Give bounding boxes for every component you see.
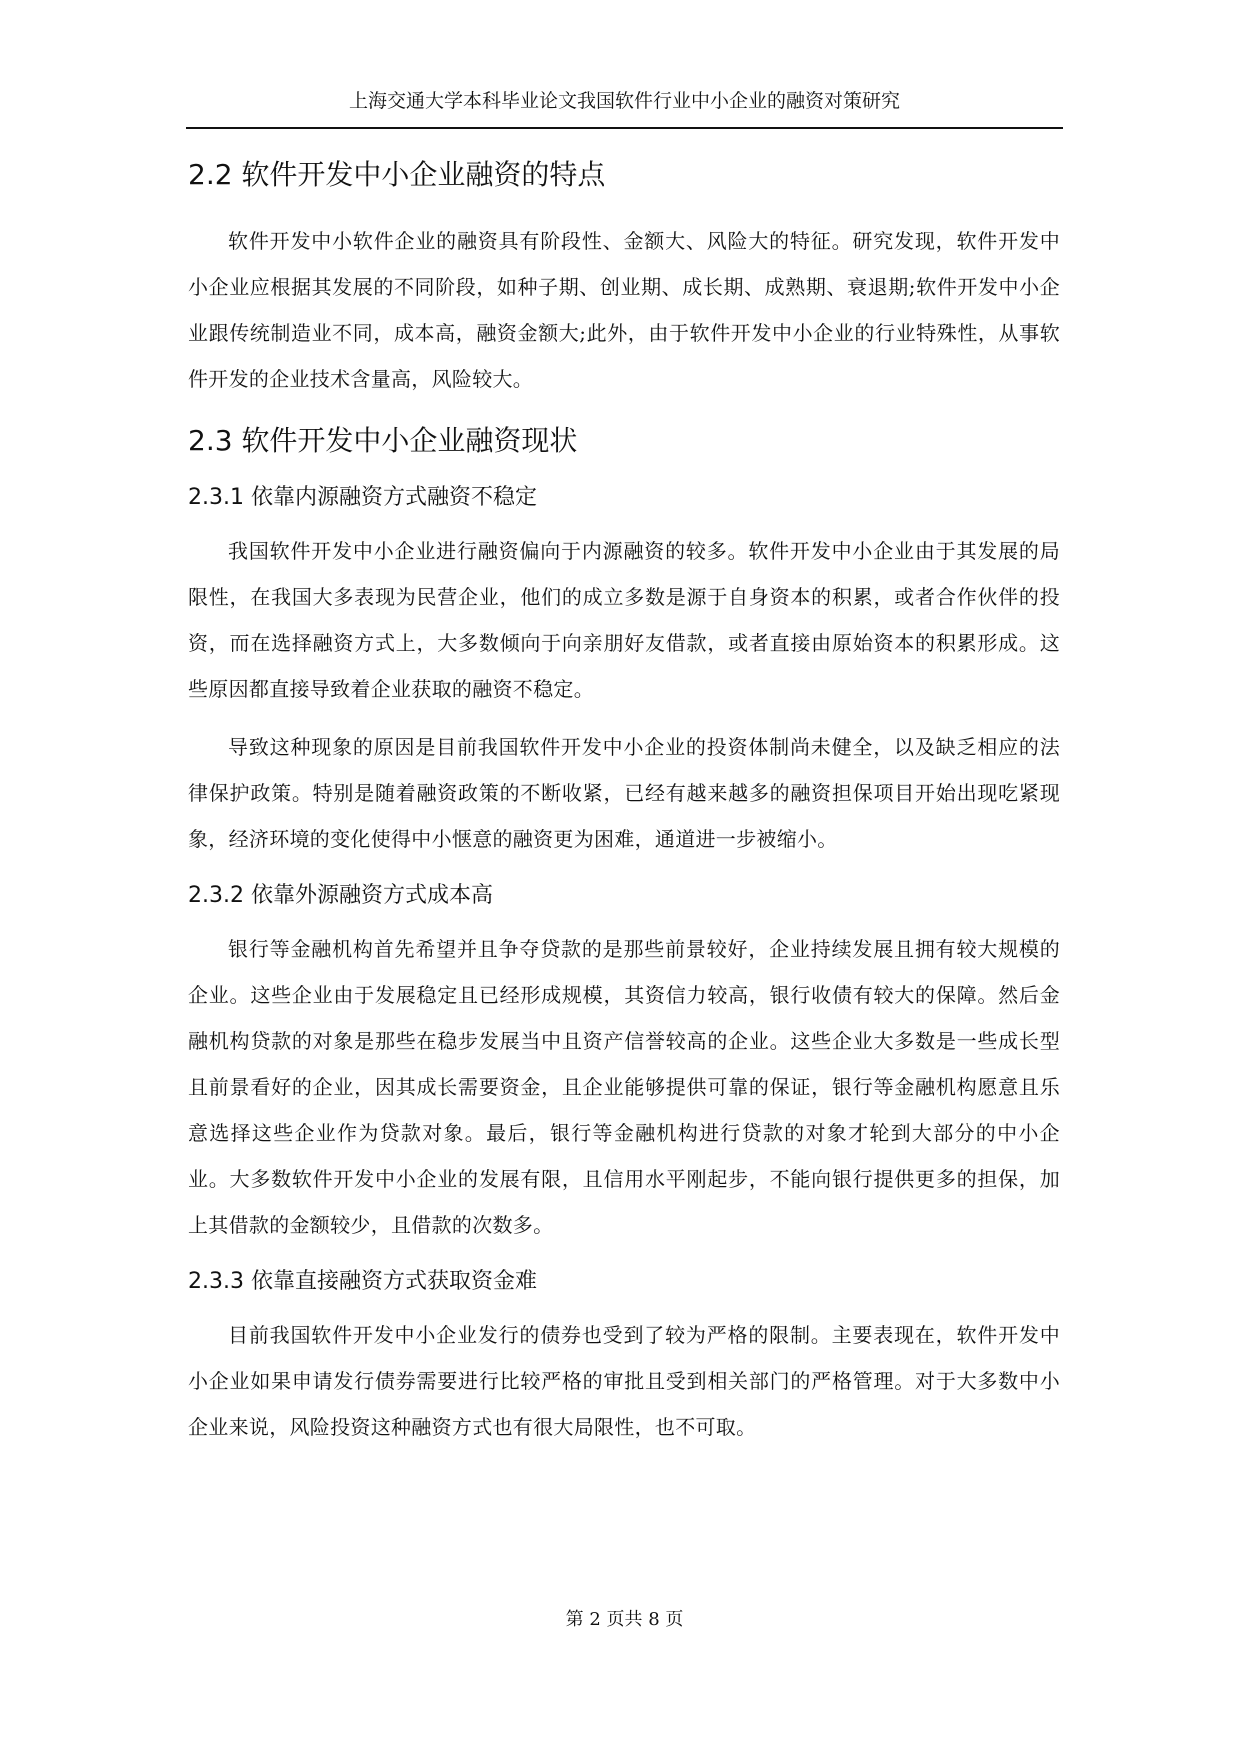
subsection-heading-2-3-3: 2.3.3 依靠直接融资方式获取资金难 (188, 1269, 537, 1294)
paragraph-2-3-1-1: 我国软件开发中小企业进行融资偏向于内源融资的较多。软件开发中小企业由于其发展的局限性，在我国大多表现为民营企业，他们的成立多数是源于自身资本的积累，或者合作伙伴的投资，而在选择融资方式上，大多数倾向于向亲朋好友借款，或者直接由原始资本的积累形成。这些原因都直接导致着企业获取的融资不稳定。 (188, 539, 1060, 701)
page-number: 第 2 页共 8 页 (565, 1609, 684, 1630)
page-body (188, 154, 1060, 1450)
running-header: 上海交通大学本科毕业论文我国软件行业中小企业的融资对策研究 (348, 90, 900, 112)
paragraph-2-3-3-1: 目前我国软件开发中小企业发行的债券也受到了较为严格的限制。主要表现在，软件开发中小企业如果申请发行债券需要进行比较严格的审批且受到相关部门的严格管理。对于大多数中小企业来说，风险投资这种融资方式也有很大局限性，也不可取。 (188, 1323, 1060, 1439)
paragraph-2-3-1-2: 导致这种现象的原因是目前我国软件开发中小企业的投资体制尚未健全，以及缺乏相应的法律保护政策。特别是随着融资政策的不断收紧，已经有越来越多的融资担保项目开始出现吃紧现象，经济环境的变化使得中小惬意的融资更为困难，通道进一步被缩小。 (188, 735, 1060, 851)
header-rule (186, 127, 1063, 129)
section-heading-2-2: 2.2 软件开发中小企业融资的特点 (188, 158, 606, 191)
subsection-heading-2-3-2: 2.3.2 依靠外源融资方式成本高 (188, 883, 493, 908)
section-heading-2-3: 2.3 软件开发中小企业融资现状 (188, 424, 578, 457)
paragraph-2-3-2-1: 银行等金融机构首先希望并且争夺贷款的是那些前景较好，企业持续发展且拥有较大规模的企业。这些企业由于发展稳定且已经形成规模，其资信力较高，银行收债有较大的保障。然后金融机构贷款的对象是那些在稳步发展当中且资产信誉较高的企业。这些企业大多数是一些成长型且前景看好的企业，因其成长需要资金，且企业能够提供可靠的保证，银行等金融机构愿意且乐意选择这些企业作为贷款对象。最后，银行等金融机构进行贷款的对象才轮到大部分的中小企业。大多数软件开发中小企业的发展有限，且信用水平刚起步，不能向银行提供更多的担保，加上其借款的金额较少，且借款的次数多。 (188, 937, 1060, 1237)
subsection-heading-2-3-1: 2.3.1 依靠内源融资方式融资不稳定 (188, 485, 537, 510)
paragraph-2-2-1: 软件开发中小软件企业的融资具有阶段性、金额大、风险大的特征。研究发现，软件开发中小企业应根据其发展的不同阶段，如种子期、创业期、成长期、成熟期、衰退期;软件开发中小企业跟传统制造业不同，成本高，融资金额大;此外，由于软件开发中小企业的行业特殊性，从事软件开发的企业技术含量高，风险较大。 (188, 229, 1060, 391)
